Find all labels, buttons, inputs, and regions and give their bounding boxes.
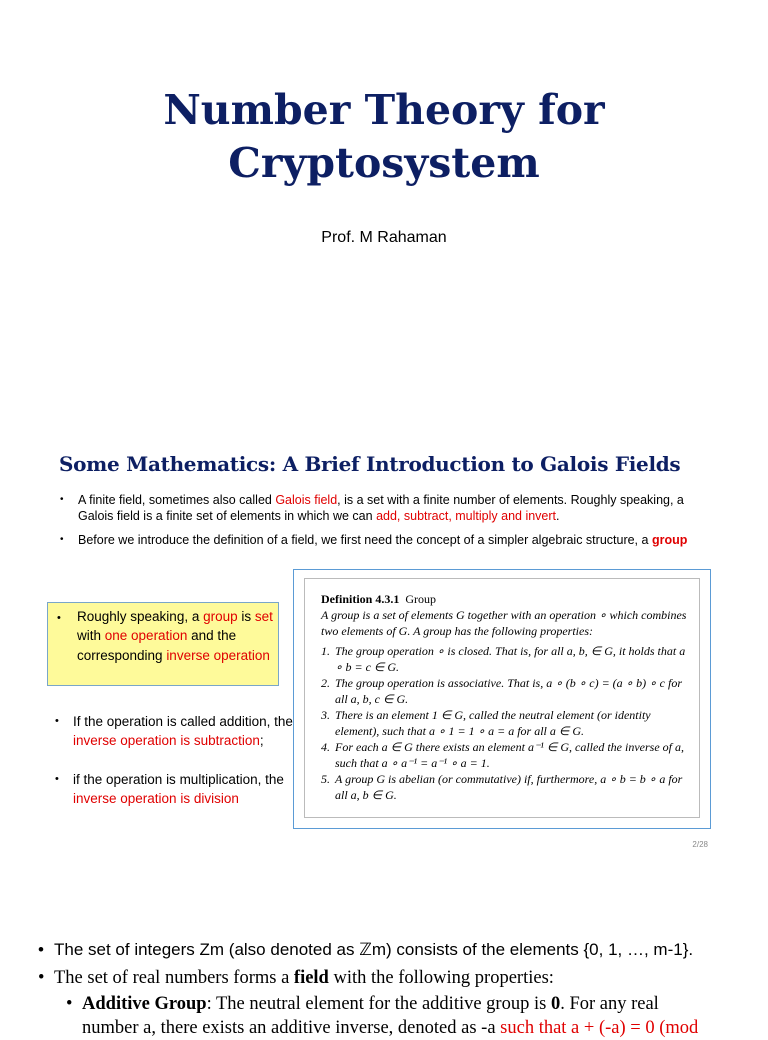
highlight-group: group: [651, 533, 688, 547]
highlight-inverse-rule: such that a + (-a) = 0 (mod: [500, 1018, 699, 1038]
item-number: 2.: [321, 676, 330, 690]
item-number: 3.: [321, 708, 330, 722]
text: ;: [259, 733, 264, 749]
item-number: 4.: [321, 740, 330, 754]
definition-label: Definition 4.3.1: [321, 592, 400, 606]
sub-bullet-additive-group: [66, 992, 698, 1040]
text: .: [556, 509, 560, 523]
property-item: [321, 675, 691, 707]
bold-additive-group: Additive Group: [82, 994, 207, 1014]
text: with the following properties:: [328, 968, 554, 988]
bullet-dot: •: [60, 534, 64, 545]
text: Before we introduce the definition of a field, we first need the concept of a simpler algebraic structure, a: [78, 533, 652, 547]
group-summary-box: [47, 602, 279, 686]
item-text: There is an element 1 ∈ G, called the neutral element (or identity element), such that a ∘ 1 = 1 ∘ a = a for all a ∈ G.: [335, 708, 651, 738]
bullet-finite-field: [60, 492, 700, 524]
item-text: A group G is abelian (or commutative) if, furthermore, a ∘ b = b ∘ a for all a, b ∈ G.: [335, 772, 683, 802]
page-number: 2/28: [692, 840, 708, 849]
definition-figure: [293, 569, 711, 829]
text: A finite field, sometimes also called: [78, 493, 276, 507]
text: Roughly speaking, a: [77, 609, 204, 624]
title-line-1: Number Theory for: [163, 86, 605, 134]
highlight-inverse-operation: inverse operation: [166, 647, 270, 663]
property-item: [321, 771, 691, 803]
highlight-division: inverse operation is division: [73, 791, 239, 807]
item-text: For each a ∈ G there exists an element a⁻¹ ∈ G, called the inverse of a, such that a ∘ a⁻¹ = a⁻¹ ∘ a = 1.: [335, 740, 684, 770]
presentation-title: [0, 84, 768, 190]
highlight-galois-field: Galois field: [275, 493, 338, 507]
item-text: The group operation ∘ is closed. That is, for all a, b, ∈ G, it holds that a ∘ b = c ∈ G.: [335, 644, 686, 674]
text: , is a set with a finite number of elements. Roughly speaking, a Galois field is a finite set of elements in which we can: [78, 493, 684, 523]
bullet-dot: •: [55, 715, 59, 727]
bullet-integers: [38, 938, 693, 962]
text: if the operation is multiplication, the: [73, 772, 284, 787]
bullet-dot: •: [57, 612, 61, 624]
text: : The neutral element for the additive group is: [206, 994, 551, 1014]
text: number a, there exists an additive inverse, denoted as -a: [82, 1018, 501, 1038]
bullet-real-numbers: [38, 966, 554, 990]
text: and the corresponding: [77, 628, 237, 663]
bullet-dot: •: [38, 940, 44, 959]
definition-properties: [321, 643, 691, 803]
title-slide: [0, 0, 768, 420]
text: The set of integers Zm (also denoted as ℤm) consists of the elements {0, 1, …, m-1}.: [54, 940, 694, 959]
highlight-group: group: [203, 609, 238, 624]
highlight-set: set: [254, 609, 273, 624]
text: If the operation is called addition, the: [73, 714, 293, 729]
item-number: 5.: [321, 772, 330, 786]
highlight-operations: add, subtract, multiply and invert: [376, 509, 557, 523]
item-text: The group operation is associative. That is, a ∘ (b ∘ c) = (a ∘ b) ∘ c for all a, b, c ∈ G.: [335, 676, 683, 706]
author-name: Prof. M Rahaman: [321, 229, 447, 246]
definition-heading: [321, 591, 436, 607]
bullet-dot: •: [60, 494, 64, 505]
galois-fields-slide: [0, 428, 768, 858]
bullet-multiplication: [55, 770, 295, 809]
definition-frame: [304, 578, 700, 818]
item-number: 1.: [321, 644, 330, 658]
property-item: [321, 739, 691, 771]
bullet-addition: [55, 712, 295, 751]
highlight-subtraction: inverse operation is subtraction: [73, 733, 260, 749]
text: is: [237, 609, 255, 624]
bullet-group-concept: [60, 532, 700, 548]
text: with: [77, 628, 105, 644]
highlight-one-operation: one operation: [104, 628, 188, 644]
definition-name: Group: [405, 592, 437, 606]
title-line-2: Cryptosystem: [228, 139, 540, 187]
fields-slide: [0, 900, 768, 1038]
bold-zero: 0: [550, 994, 561, 1014]
slide-title: Some Mathematics: A Brief Introduction to Galois Fields: [59, 452, 681, 476]
property-item: [321, 643, 691, 675]
bold-field: field: [293, 968, 329, 988]
property-item: [321, 707, 691, 739]
bullet-dot: •: [66, 994, 73, 1014]
text: The set of real numbers forms a: [54, 968, 294, 988]
text: . For any real: [560, 994, 659, 1014]
bullet-dot: •: [38, 968, 45, 988]
definition-intro: A group is a set of elements G together with an operation ∘ which combines two elements of G. A group has the following properties:: [321, 608, 687, 638]
bullet-dot: •: [55, 773, 59, 785]
